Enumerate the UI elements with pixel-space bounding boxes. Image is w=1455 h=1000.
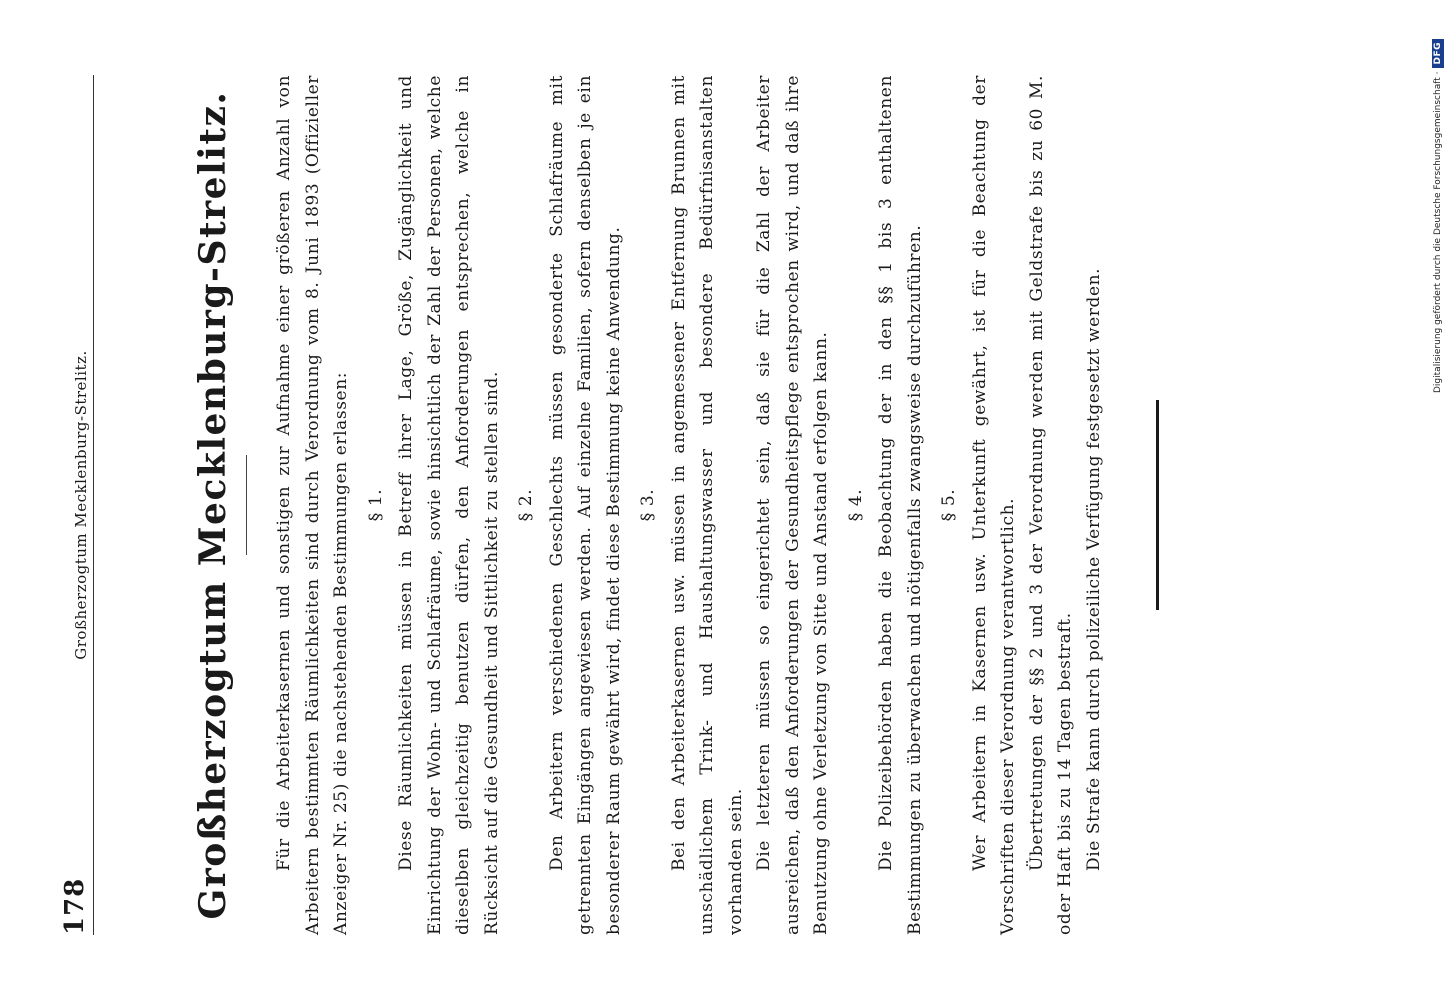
section-5-paragraph-1: Wer Arbeitern in Kasernen usw. Unterkunft gewährt, ist für die Beachtung der Vorschriften dieser Verordnung verantwortlich. [969, 75, 1018, 935]
section-4-mark: § 4. [845, 488, 866, 522]
section-4-paragraph-1: Die Polizeibehörden haben die Beobachtung der in den §§ 1 bis 3 enthaltenen Bestimmungen zu überwachen und nötigenfalls zwangsweise durchzuführen. [876, 75, 925, 935]
section-5-paragraph-2: Übertretungen der §§ 2 und 3 der Verordnung werden mit Geldstrafe bis zu 60 M. oder Haft bis zu 14 Tagen bestraft. [1026, 75, 1075, 935]
section-1-mark: § 1. [365, 488, 386, 522]
section-5-mark: § 5. [939, 488, 959, 522]
document-page [60, 75, 1190, 935]
intro-paragraph: Für die Arbeiterkasernen und sonstigen zur Aufnahme einer größeren Anzahl von Arbeitern bestimmten Räumlichkeiten sind durch Verordnung vom 8. Juni 1893 (Offizieller Anzeiger Nr. 25) die nachstehenden Bestimmungen erlassen: [274, 75, 351, 935]
section-3-paragraph-1: Bei den Arbeiterkasernen usw. müssen in angemessener Entfernung Brunnen mit unschädlichem Trink- und Haushaltungswasser und besondere Bedürfnisanstalten vorhanden sein. [668, 75, 746, 935]
section-5-paragraph-3: Die Strafe kann durch polizeiliche Verfügung festgesetzt werden. [1083, 267, 1104, 871]
state-title: Großherzogtum Mecklenburg-Strelitz. [192, 90, 234, 920]
section-1-paragraph-1: Diese Räumlichkeiten müssen in Betreff ihrer Lage, Größe, Zugänglichkeit und Einrichtung der Wohn- und Schlafräume, sowie hinsichtlich der Zahl der Personen, welche dieselben gleichzeitig benutzen dürfen, den Anforderungen entsprechen, welche in Rücksicht auf die Gesundheit und Sittlichkeit zu stellen sind. [396, 75, 502, 935]
stamp-text: Digitalisierung gefördert durch die Deutsche Forschungsgemeinschaft · [1433, 71, 1443, 393]
section-2-mark: § 2. [516, 488, 536, 522]
closing-rule [1156, 400, 1159, 610]
section-2-paragraph-1: Den Arbeitern verschiedenen Geschlechts müssen gesonderte Schlafräume mit getrennten Eingängen angewiesen werden. Auf einzelne Familien, sofern denselben je ein besonderer Raum gewährt wird, findet diese Bestimmung keine Anwendung. [546, 75, 624, 935]
running-head [60, 75, 94, 935]
document-body [270, 75, 1159, 935]
page-number: 178 [60, 877, 90, 935]
dfg-logo-icon: DFG [1432, 39, 1444, 68]
section-3-mark: § 3. [638, 488, 658, 522]
running-title: Großherzogtum Mecklenburg-Strelitz. [72, 350, 90, 660]
title-rule [246, 455, 247, 555]
section-3-paragraph-2: Die letzteren müssen so eingerichtet sein, daß sie für die Zahl der Arbeiter ausreichen, daß den Anforderungen der Gesundheitspflege entsprochen wird, und daß ihre Benutzung ohne Verletzung von Sitte und Anstand erfolgen kann. [754, 75, 831, 935]
